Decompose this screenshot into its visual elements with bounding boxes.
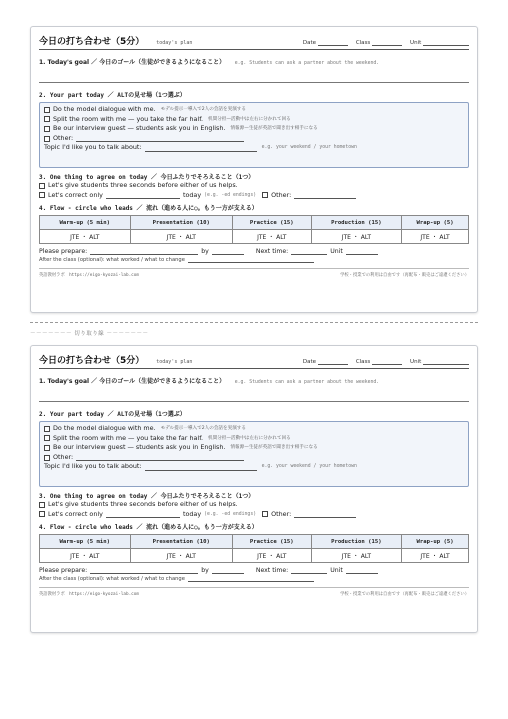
correct-fill-line[interactable] bbox=[106, 192, 180, 199]
sheet-header bbox=[39, 352, 469, 369]
agree-label: Let's give students three seconds before either of us helps. bbox=[48, 500, 238, 508]
checkbox[interactable] bbox=[39, 511, 45, 517]
option-label: Do the model dialogue with me. bbox=[53, 424, 156, 432]
plan-sheet-bottom bbox=[30, 345, 478, 633]
option-note: 情報源—生徒が英語で聞き出す相手になる bbox=[230, 126, 318, 132]
next-label: Next time: bbox=[255, 567, 289, 575]
checkbox[interactable] bbox=[44, 116, 50, 122]
goal-heading: 1. Today's goal ／ 今日のゴール（生徒ができるようになること） bbox=[39, 59, 226, 66]
agree-correct-only[interactable] bbox=[39, 510, 469, 520]
date-field[interactable] bbox=[318, 359, 348, 365]
footer-divider bbox=[39, 587, 469, 588]
topic-row bbox=[44, 143, 464, 153]
checkbox[interactable] bbox=[44, 445, 50, 451]
flow-header: Practice (15) bbox=[232, 216, 311, 230]
agree-three-seconds[interactable] bbox=[39, 181, 469, 191]
footer-left: 英語教材ラボ https://eigo-kyozai-lab.com bbox=[39, 273, 139, 279]
topic-label: Topic I'd like you to talk about: bbox=[44, 462, 142, 471]
after-label: After the class (optional): what worked / what to change bbox=[39, 576, 185, 583]
after-line[interactable] bbox=[188, 576, 314, 582]
flow-cell[interactable]: JTE ・ ALT bbox=[311, 549, 402, 563]
footer-right: 学校・授業での利用は自由です（再配布・販売はご遠慮ください） bbox=[340, 273, 469, 279]
topic-fill-line[interactable] bbox=[145, 145, 257, 152]
plan-sheet-top bbox=[30, 26, 478, 313]
after-row bbox=[39, 576, 469, 582]
date-label: Date bbox=[302, 359, 317, 365]
agree-heading: 3. One thing to agree on today ／ 今日ふたりでそろえること（1つ） bbox=[39, 493, 255, 500]
agree-other-line[interactable] bbox=[294, 192, 356, 199]
checkbox[interactable] bbox=[39, 502, 45, 508]
prepare-label: Please prepare: bbox=[39, 248, 88, 256]
topic-row bbox=[44, 462, 464, 472]
agree-label: Let's correct only bbox=[48, 190, 103, 199]
checkbox[interactable] bbox=[44, 455, 50, 461]
flow-header: Production (15) bbox=[311, 535, 402, 549]
agree-heading: 3. One thing to agree on today ／ 今日ふたりでそろえること（1つ） bbox=[39, 174, 255, 181]
sheet-footer bbox=[39, 272, 469, 278]
goal-write-line[interactable] bbox=[39, 82, 469, 83]
sheet-footer bbox=[39, 591, 469, 597]
sheet-subtitle: today's plan bbox=[156, 40, 193, 46]
checkbox-other[interactable] bbox=[262, 192, 268, 198]
correct-fill-line[interactable] bbox=[106, 511, 180, 518]
checkbox[interactable] bbox=[44, 107, 50, 113]
checkbox[interactable] bbox=[44, 136, 50, 142]
option-model-dialogue[interactable] bbox=[44, 105, 464, 115]
flow-header: Presentation (10) bbox=[130, 535, 232, 549]
flow-cell[interactable]: JTE ・ ALT bbox=[130, 230, 232, 244]
topic-example: e.g. your weekend / your hometown bbox=[261, 464, 357, 470]
flow-header: Wrap-up (5) bbox=[402, 535, 469, 549]
unit-label: Unit bbox=[410, 359, 422, 365]
class-label: Class bbox=[355, 359, 371, 365]
goal-example: e.g. Students can ask a partner about the weekend. bbox=[234, 380, 380, 385]
flow-header: Warm-up (5 min) bbox=[40, 216, 131, 230]
after-row bbox=[39, 257, 469, 263]
option-split-room[interactable] bbox=[44, 434, 464, 444]
agree-other-line[interactable] bbox=[294, 511, 356, 518]
date-field[interactable] bbox=[318, 40, 348, 46]
after-line[interactable] bbox=[188, 257, 314, 263]
goal-write-line[interactable] bbox=[39, 401, 469, 402]
next-line[interactable] bbox=[291, 248, 327, 255]
flow-header: Wrap-up (5) bbox=[402, 216, 469, 230]
by-line[interactable] bbox=[212, 248, 244, 255]
sheet-header bbox=[39, 33, 469, 50]
option-label: Other: bbox=[53, 133, 74, 142]
part-section-heading: 2. Your part today ／ ALTの見せ場（1つ選ぶ） bbox=[39, 411, 186, 418]
flow-heading: 4. Flow - circle who leads ／ 流れ（進める人に○。もう一方が支える） bbox=[39, 524, 258, 532]
option-note: モデル提示一導入で2人の会話を実演する bbox=[160, 107, 246, 112]
flow-table bbox=[39, 534, 469, 563]
agree-other-label: Other: bbox=[271, 509, 292, 518]
checkbox[interactable] bbox=[39, 183, 45, 189]
class-field[interactable] bbox=[372, 359, 402, 365]
topic-example: e.g. your weekend / your hometown bbox=[261, 145, 357, 151]
agree-example: (e.g. -ed endings) bbox=[204, 511, 257, 517]
flow-header: Practice (15) bbox=[232, 535, 311, 549]
other-fill-line[interactable] bbox=[76, 454, 244, 461]
footer-left: 英語教材ラボ https://eigo-kyozai-lab.com bbox=[39, 592, 139, 598]
next-label: Next time: bbox=[255, 248, 289, 256]
agree-example: (e.g. -ed endings) bbox=[204, 192, 257, 198]
flow-cell[interactable]: JTE ・ ALT bbox=[40, 549, 131, 563]
date-label: Date bbox=[302, 40, 317, 46]
unit-field[interactable] bbox=[423, 40, 469, 46]
footer-divider bbox=[39, 268, 469, 269]
class-label: Class bbox=[355, 40, 371, 46]
agree-label: Let's correct only bbox=[48, 509, 103, 518]
checkbox[interactable] bbox=[44, 435, 50, 441]
option-note: モデル提示一導入で2人の会話を実演する bbox=[160, 426, 246, 431]
class-field[interactable] bbox=[372, 40, 402, 46]
sheet-title: 今日の打ち合わせ（5分） bbox=[39, 356, 145, 366]
option-label: Split the room with me — you take the far half. bbox=[53, 433, 204, 442]
flow-header: Warm-up (5 min) bbox=[40, 535, 131, 549]
flow-cell[interactable]: JTE ・ ALT bbox=[40, 230, 131, 244]
next-line[interactable] bbox=[291, 567, 327, 574]
flow-cell[interactable]: JTE ・ ALT bbox=[232, 549, 311, 563]
unit-label: Unit bbox=[410, 40, 422, 46]
part-section-heading: 2. Your part today ／ ALTの見せ場（1つ選ぶ） bbox=[39, 92, 186, 99]
prepare-line[interactable] bbox=[90, 248, 198, 255]
topic-fill-line[interactable] bbox=[145, 464, 257, 471]
agree-correct-only[interactable] bbox=[39, 191, 469, 201]
checkbox[interactable] bbox=[39, 192, 45, 198]
option-note: 情報源—生徒が英語で聞き出す相手になる bbox=[230, 445, 318, 451]
prepare-row bbox=[39, 248, 469, 255]
agree-three-seconds[interactable] bbox=[39, 500, 469, 510]
flow-header: Production (15) bbox=[311, 216, 402, 230]
flow-table bbox=[39, 215, 469, 244]
unit-next-line[interactable] bbox=[346, 567, 378, 574]
option-interview-guest[interactable] bbox=[44, 124, 464, 134]
option-other[interactable] bbox=[44, 453, 464, 463]
agree-today: today bbox=[182, 190, 202, 199]
flow-header: Presentation (10) bbox=[130, 216, 232, 230]
part-options-box bbox=[39, 421, 469, 487]
option-note: 机間分担—活動中は左右に分かれて回る bbox=[208, 435, 291, 441]
footer-right: 学校・授業での利用は自由です（再配布・販売はご遠慮ください） bbox=[340, 592, 469, 598]
agree-today: today bbox=[182, 509, 202, 518]
topic-label: Topic I'd like you to talk about: bbox=[44, 143, 142, 152]
cut-line bbox=[30, 322, 478, 323]
goal-section bbox=[39, 57, 469, 66]
option-note: 机間分担—活動中は左右に分かれて回る bbox=[208, 116, 291, 122]
flow-cell[interactable]: JTE ・ ALT bbox=[311, 230, 402, 244]
prepare-label: Please prepare: bbox=[39, 567, 88, 575]
goal-section bbox=[39, 376, 469, 385]
unit-next-line[interactable] bbox=[346, 248, 378, 255]
option-model-dialogue[interactable] bbox=[44, 424, 464, 434]
meta-fields bbox=[303, 40, 469, 46]
agree-other-label: Other: bbox=[271, 190, 292, 199]
sheet-subtitle: today's plan bbox=[156, 359, 193, 365]
flow-cell[interactable]: JTE ・ ALT bbox=[232, 230, 311, 244]
by-label: by bbox=[201, 248, 209, 256]
sheet-title: 今日の打ち合わせ（5分） bbox=[39, 37, 145, 47]
flow-cell[interactable]: JTE ・ ALT bbox=[402, 549, 469, 563]
option-interview-guest[interactable] bbox=[44, 443, 464, 453]
option-label: Do the model dialogue with me. bbox=[53, 105, 156, 113]
prepare-line[interactable] bbox=[90, 567, 198, 574]
agree-label: Let's give students three seconds before either of us helps. bbox=[48, 181, 238, 189]
option-other[interactable] bbox=[44, 134, 464, 144]
cut-label: －－－－－－－ 切り取り線 －－－－－－－ bbox=[30, 331, 149, 337]
option-label: Be our interview guest — students ask you in English. bbox=[53, 443, 226, 452]
by-line[interactable] bbox=[212, 567, 244, 574]
unit-next-label: Unit bbox=[330, 248, 343, 256]
goal-example: e.g. Students can ask a partner about the weekend. bbox=[234, 61, 380, 66]
by-label: by bbox=[201, 567, 209, 575]
option-split-room[interactable] bbox=[44, 115, 464, 125]
unit-next-label: Unit bbox=[330, 567, 343, 575]
flow-cell[interactable]: JTE ・ ALT bbox=[130, 549, 232, 563]
goal-heading: 1. Today's goal ／ 今日のゴール（生徒ができるようになること） bbox=[39, 378, 226, 385]
checkbox[interactable] bbox=[44, 426, 50, 432]
part-options-box bbox=[39, 102, 469, 168]
flow-cell[interactable]: JTE ・ ALT bbox=[402, 230, 469, 244]
option-label: Split the room with me — you take the far half. bbox=[53, 114, 204, 123]
meta-fields bbox=[303, 359, 469, 365]
after-label: After the class (optional): what worked / what to change bbox=[39, 257, 185, 264]
prepare-row bbox=[39, 567, 469, 574]
other-fill-line[interactable] bbox=[76, 135, 244, 142]
option-label: Other: bbox=[53, 452, 74, 461]
flow-heading: 4. Flow - circle who leads ／ 流れ（進める人に○。もう一方が支える） bbox=[39, 205, 258, 213]
unit-field[interactable] bbox=[423, 359, 469, 365]
option-label: Be our interview guest — students ask you in English. bbox=[53, 124, 226, 133]
checkbox-other[interactable] bbox=[262, 511, 268, 517]
checkbox[interactable] bbox=[44, 126, 50, 132]
